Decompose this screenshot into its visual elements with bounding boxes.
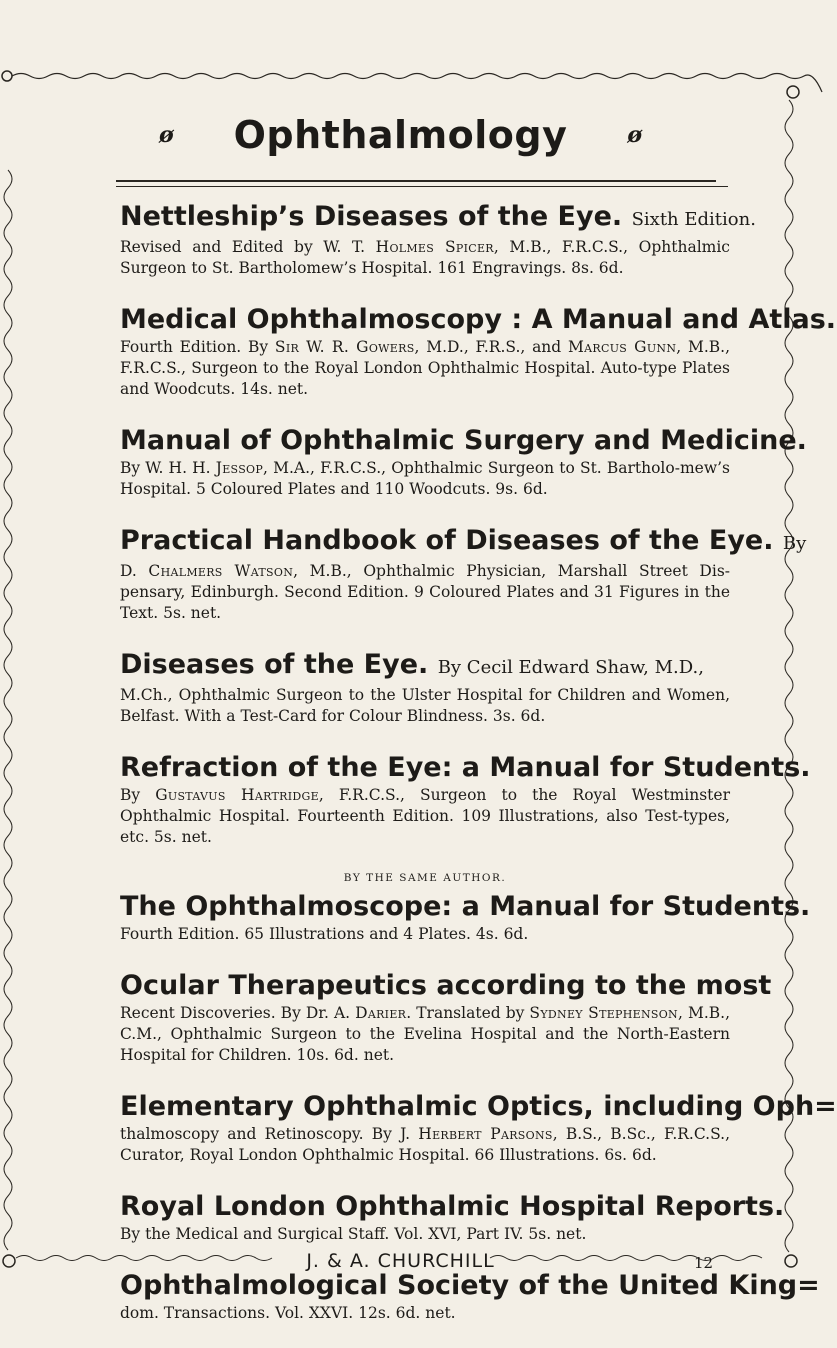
entry-title [120,424,807,458]
description-text: . Translated by [406,1004,530,1022]
page-number: 12 [694,1254,714,1272]
entry-description [120,1224,730,1245]
description-text: , M.D., F.R.S., and [414,338,568,356]
author-name: Sydney Stephenson [529,1004,678,1022]
entry-title-text: Refraction of the Eye: a Manual for Students. [120,752,811,783]
header-rule [116,180,716,182]
description-text: By [120,786,156,804]
ornament-right-icon: ø [627,122,643,148]
author-name: Marcus Gunn [567,338,677,356]
description-text: Revised and Edited by W. T. [120,238,376,256]
description-text: , M.B., C.M., Ophthalmic Surgeon to the Evelina Hospital and the North-Eastern Hospital for Children. 10s. 6d. net. [120,1004,731,1064]
description-text: dom. Transactions. Vol. XXVI. 12s. 6d. net. [120,1304,456,1322]
entry-description [120,337,730,400]
description-text: , M.B., F.R.C.S., Ophthalmic Surgeon to St. Bartholomew’s Hospital. 161 Engravings. 8s. 6d. [120,238,730,277]
description-text: Fourth Edition. 65 Illustrations and 4 Plates. 4s. 6d. [120,925,529,943]
entry-title [120,524,807,561]
author-name: Holmes Spicer [375,238,494,256]
author-name: Jessop [215,459,264,477]
entry-title-text: The Ophthalmoscope: a Manual for Students. [120,891,811,922]
header [0,100,801,170]
entry-title [120,969,772,1003]
description-text: thalmoscopy and Retinoscopy. By J. [120,1125,419,1143]
entry-title-text: Medical Ophthalmoscopy : A Manual and Atlas. [120,304,837,335]
entry-title-text: Practical Handbook of Diseases of the Eye. [120,525,774,556]
description-text: Recent Discoveries. By Dr. A. [120,1004,356,1022]
author-name: Darier [355,1004,407,1022]
entry-description [120,1003,730,1066]
catalogue-entry [120,1090,837,1166]
description-text: Fourth Edition. By [120,338,275,356]
catalogue-entry [120,969,772,1066]
catalogue-entry [120,524,807,624]
entry-title-lead: By Cecil Edward Shaw, M.D., [437,657,704,678]
entry-title-text: Diseases of the Eye. [120,649,429,680]
decorative-border-left [0,170,24,1260]
catalogue-entry [120,1190,785,1245]
catalogue-entry [120,303,837,400]
catalogue-entry [120,200,756,279]
entry-description [120,785,730,848]
description-text: By W. H. H. [120,459,216,477]
description-text: D. [120,562,149,580]
catalogue-entry [120,424,807,500]
entry-description [120,685,730,727]
catalogue-entry [120,890,811,945]
header-rule-thin [116,186,728,187]
entry-description [120,1303,730,1324]
same-author-note: BY THE SAME AUTHOR. [343,872,507,884]
catalogue-entries [120,200,837,1348]
entry-description [120,561,730,624]
description-text: , M.A., F.R.C.S., Ophthalmic Surgeon to St. Bartholo-mew’s Hospital. 5 Coloured Plates and 110 Woodcuts. 9s. 6d. [120,459,730,498]
entry-title-text: Nettleship’s Diseases of the Eye. [120,201,623,232]
entry-title [120,200,756,237]
author-name: Gustavus Hartridge [155,786,319,804]
entry-title [120,1190,785,1224]
entry-title [120,648,730,685]
page-title: Ophthalmology [233,113,568,157]
catalogue-entry [120,1269,820,1324]
entry-title-text: Royal London Ophthalmic Hospital Reports. [120,1191,785,1222]
entry-title-text: Manual of Ophthalmic Surgery and Medicine. [120,425,807,456]
entry-title-text: Elementary Ophthalmic Optics, including Oph= [120,1091,837,1122]
description-text: , F.R.C.S., Surgeon to the Royal Westminster Ophthalmic Hospital. Fourteenth Edition. 109 Illustrations, also Test-types, etc. 5s. net. [120,786,730,846]
catalogue-entry [120,751,811,848]
entry-title-text: Ocular Therapeutics according to the most [120,970,772,1001]
entry-title [120,751,811,785]
author-name: Sir W. R. Gowers [274,338,415,356]
entry-title [120,1090,837,1124]
description-text: M.Ch., Ophthalmic Surgeon to the Ulster Hospital for Children and Women, Belfast. With a Test-Card for Colour Blindness. 3s. 6d. [120,686,730,725]
description-text: , B.S., B.Sc., F.R.C.S., Curator, Royal London Ophthalmic Hospital. 66 Illustrations. 6s. 6d. [120,1125,730,1164]
catalogue-entry [120,648,730,727]
decorative-border-right [775,100,799,1260]
entry-description [120,237,730,279]
description-text: By the Medical and Surgical Staff. Vol. XVI, Part IV. 5s. net. [120,1225,587,1243]
entry-description [120,924,730,945]
publisher-name: J. & A. CHURCHILL [306,1250,495,1272]
entry-description [120,458,730,500]
description-text: , M.B., F.R.C.S., Surgeon to the Royal London Ophthalmic Hospital. Auto-type Plates and Woodcuts. 14s. net. [120,338,731,398]
author-name: Herbert Parsons [418,1125,553,1143]
author-name: Chalmers Watson [148,562,294,580]
entry-title-lead: Sixth Edition. [631,209,756,230]
entry-title [120,890,811,924]
entry-title-lead: By [782,533,807,554]
entry-title [120,303,837,337]
entry-description [120,1124,730,1166]
ornament-left-icon: ø [158,122,174,148]
entry-title-text: Ophthalmological Society of the United King= [120,1270,820,1301]
description-text: , M.B., Ophthalmic Physician, Marshall Street Dis-pensary, Edinburgh. Second Edition. 9 Coloured Plates and 31 Figures in the Text. 5s. net. [120,562,731,622]
